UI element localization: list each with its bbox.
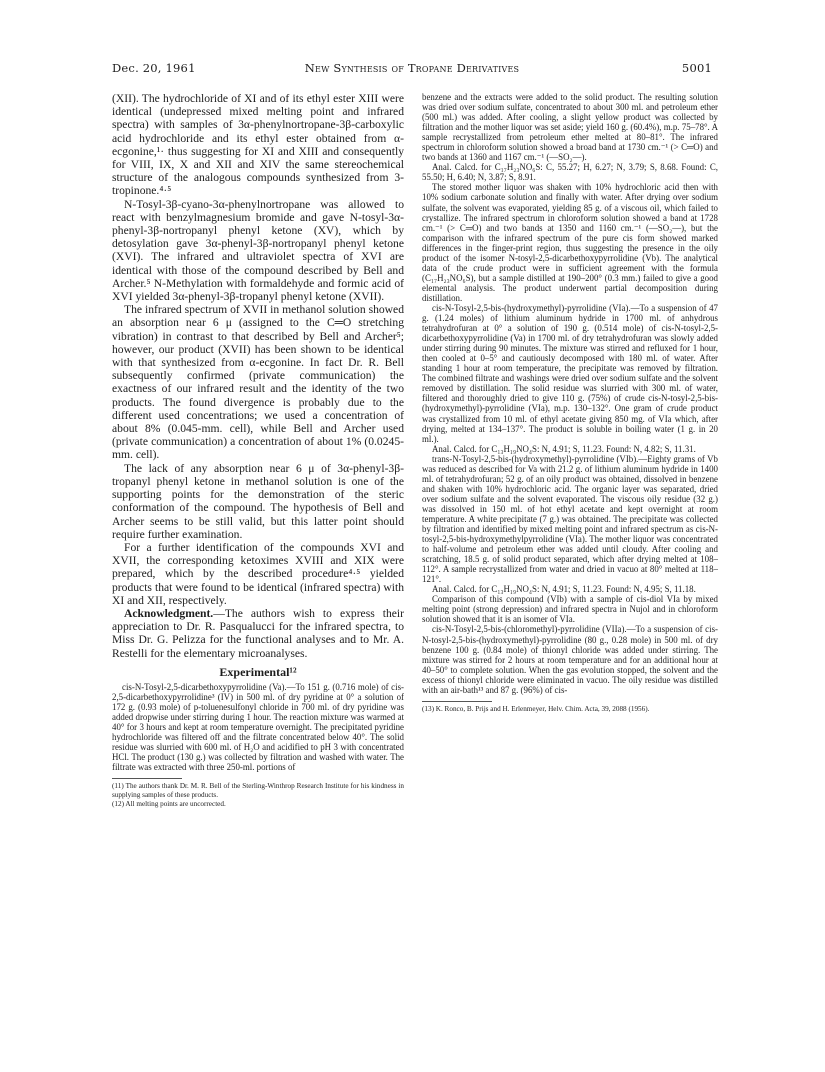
left-column <box>112 92 404 809</box>
paragraph: The infrared spectrum of XVII in methanol solution showed an absorption near 6 μ (assigned to the C═O stretching vibration) in contrast to that described by Bell and Archer⁵; however, our product (XVII) has been shown to be identical with that synthesized from α-ecgonine. In fact Dr. R. Bell subsequently confirmed (private communication) the exactness of our infrared result and the identity of the two products. The found divergence is probably due to the different used concentrations; we used a concentration of about 8% (0.045-mm. cell), while Bell and Archer used (private communication) a concentration of about 1% (0.0245-mm. cell). <box>112 303 404 462</box>
experimental-paragraph: benzene and the extracts were added to the solid product. The resulting solution was dried over sodium sulfate, concentrated to about 300 ml. and petroleum ether (500 ml.) was added. After cooling, a slight yellow product was collected by filtration and the mother liquor was set aside; yield 160 g. (60.4%), m.p. 75–78°. A sample recrystallized from petroleum ether melted at 80–81°. The infrared spectrum in chloroform solution showed a broad band at 1730 cm.⁻¹ (> C═O) and two bands at 1360 and 1167 cm.⁻¹ (—SO₂—). <box>422 92 718 163</box>
paragraph: (XII). The hydrochloride of XI and of its ethyl ester XIII were identical (undepressed mixed melting point and infrared spectra) with samples of 3α-phenylnortropane-3β-carboxylic acid hydrochloride and its ethyl ester obtained from α-ecgonine,¹· thus suggesting for XI and XIII and consequently for VIII, IX, X and XII and XIV the same stereochemical structure of the analogous compounds synthesized from 3-tropinone.⁴·⁵ <box>112 92 404 198</box>
header-title: New Synthesis of Tropane Derivatives <box>304 61 520 75</box>
experimental-paragraph: cis-N-Tosyl-2,5-dicarbethoxypyrrolidine (Va).—To 151 g. (0.716 mole) of cis-2,5-dicarbethoxypyrrolidine³ (IV) in 500 ml. of dry pyridine at 0° a solution of 172 g. (0.93 mole) of p-toluenesulfonyl chloride in 700 ml. of dry pyridine was added dropwise under stirring during 1 hour. The reaction mixture was warmed at 40° for 3 hours and kept at room temperature overnight. The precipitated pyridine hydrochloride was filtered off and the filtrate concentrated below 40°. The solid residue was slurried with 600 ml. of H₂O and acidified to pH 3 with concentrated HCl. The product (130 g.) was collected by filtration and washed with water. The filtrate was extracted with three 250-ml. portions of <box>112 681 404 773</box>
experimental-paragraph: cis-N-Tosyl-2,5-bis-(hydroxymethyl)-pyrrolidine (VIa).—To a suspension of 47 g. (1.24 moles) of lithium aluminum hydride in 1700 ml. of anhydrous tetrahydrofuran at 0° a solution of 190 g. (0.514 mole) of cis-N-tosyl-2,5-dicarbethoxypyrrolidine (Va) in 1700 ml. of dry tetrahydrofuran was slowly added under stirring during 90 minutes. The mixture was stirred and refluxed for 1 hour, then cooled at 0–5° and cautiously decomposed with 180 ml. of water. After standing 1 hour at room temperature, the precipitate was removed by filtration. The combined filtrate and washings were dried over sodium sulfate and the solvent removed by distillation. The solid residue was slurried with 300 ml. of water, filtered and thoroughly dried to give 110 g. (75%) of crude cis-N-tosyl-2,5-bis-(hydroxymethyl)-pyrrolidine (VIa), m.p. 130–132°. One gram of crude product was crystallized from 10 ml. of ethyl acetate giving 850 mg. of VIa which, after drying, melted at 134–137°. The product is soluble in boiling water (1 g. in 20 ml.). <box>422 302 718 444</box>
paragraph: The lack of any absorption near 6 μ of 3α-phenyl-3β-tropanyl phenyl ketone in methanol solution is one of the supporting points for the demonstration of the steric conformation of the compound. The hypothesis of Bell and Archer seems to be still valid, but this latter point should require further examination. <box>112 461 404 541</box>
experimental-paragraph: cis-N-Tosyl-2,5-bis-(chloromethyl)-pyrrolidine (VIIa).—To a suspension of cis-N-tosyl-2,5-bis-(hydroxymethyl)-pyrrolidine (80 g., 0.28 mole) in 500 ml. of dry benzene 100 g. (0.84 mole) of thionyl chloride was added under stirring. The mixture was stirred for 2 hours at room temperature and for an additional hour at 40–50° to complete solution. When the gas evolution stopped, the solvent and the excess of thionyl chloride were eliminated in vacuo. The oily residue was distilled with an air-bath¹³ and 87 g. (96%) of cis- <box>422 624 718 695</box>
running-header <box>112 61 712 77</box>
acknowledgment <box>112 607 404 660</box>
analysis-line: Anal. Calcd. for C₁₃H₁₉NO₄S: N, 4.91; S, 11.23. Found: N, 4.95; S, 11.18. <box>432 584 696 595</box>
page-number: 5001 <box>681 61 712 75</box>
footnote-12: (12) All melting points are uncorrected. <box>112 800 226 809</box>
footnote-11: (11) The authors thank Dr. M. R. Bell of the Sterling-Winthrop Research Institute for his kindness in supplying samples of these products. <box>112 782 404 800</box>
experimental-paragraph: trans-N-Tosyl-2,5-bis-(hydroxymethyl)-pyrrolidine (VIb).—Eighty grams of Vb was reduced as described for Va with 21.2 g. of lithium aluminum hydride in 1400 ml. of tetrahydrofuran; 52 g. of an oily product was obtained, dissolved in benzene and shaken with 10% hydrochloric acid. The organic layer was separated, dried over sodium sulfate and the solvent evaporated. The viscous oily residue (32 g.) was dissolved in 150 ml. of hot ethyl acetate and kept overnight at room temperature. A white precipitate (7 g.) was obtained. The precipitate was collected by filtration and identified by mixed melting point and infrared spectrum as cis-N-tosyl-2,5-bis-hydroxymethylpyrrolidine (VIa). The mother liquor was concentrated to half-volume and petroleum ether was added until cloudy. After cooling and scratching, 18.5 g. of solid product separated, which after drying melted at 108–112°. A sample recrystallized from water and dried in vacuo at 80° melted at 118–121°. <box>422 453 718 585</box>
footnote-13: (13) K. Ronco, B. Prijs and H. Erlenmeyer, Helv. Chim. Acta, 39, 2088 (1956). <box>422 704 650 713</box>
paragraph: N-Tosyl-3β-cyano-3α-phenylnortropane was allowed to react with benzylmagnesium bromide and gave N-tosyl-3α-phenyl-3β-nortropanyl phenyl ketone (XV), which by detosylation gave 3α-phenyl-3β-nortropanyl phenyl ketone (XVI). The infrared and ultraviolet spectra of XVI are identical with those of the compound described by Bell and Archer.⁵ N-Methylation with formaldehyde and formic acid of XVI yielded 3α-phenyl-3β-tropanyl phenyl ketone (XVII). <box>112 197 404 304</box>
analysis-line: Anal. Calcd. for C₁₇H₂₃NO₆S: C, 55.27; H, 6.27; N, 3.79; S, 8.68. Found: C, 55.50; H, 6.40; N, 3.87; S, 8.91. <box>422 162 718 183</box>
acknowledgment-text: —The authors wish to express their appreciation to Dr. R. Pasqualucci for the infrared spectra, to Miss Dr. G. Pelizza for the functional analyses and to Mr. A. Restelli for the elementary microanalyses. <box>112 606 404 660</box>
header-date: Dec. 20, 1961 <box>112 61 196 75</box>
analysis-line: Anal. Calcd. for C₁₃H₁₉NO₄S: N, 4.91; S, 11.23. Found: N, 4.82; S, 11.31. <box>432 443 696 454</box>
experimental-heading: Experimental¹² <box>219 664 297 679</box>
right-column <box>422 92 718 714</box>
acknowledgment-heading: Acknowledgment. <box>124 606 214 620</box>
paragraph: For a further identification of the compounds XVI and XVII, the corresponding ketoximes XVIII and XIX were prepared, which by the described procedure⁴·⁵ yielded products that were found to be identical (infrared spectra) with XI and XII, respectively. <box>112 540 404 607</box>
footnote-rule <box>112 778 182 779</box>
experimental-paragraph: Comparison of this compound (VIb) with a sample of cis-diol VIa by mixed melting point (strong depression) and infrared spectra in Nujol and in chloroform solution showed that it is an isomer of VIa. <box>422 594 718 625</box>
experimental-paragraph: The stored mother liquor was shaken with 10% hydrochloric acid then with 10% sodium carbonate solution and finally with water. After drying over sodium sulfate, the solvent was evaporated, yielding 85 g. of a viscous oil, which failed to crystallize. The infrared spectrum in chloroform solution showed a band at 1728 cm.⁻¹ (> C═O) and two bands at 1350 and 1160 cm.⁻¹ (—SO₂—), but the comparison with the infrared spectrum of the pure cis form showed marked differences in the finger-print region, thus suggesting the presence in the oily product of the isomer N-tosyl-2,5-dicarbethoxypyrrolidine (Vb). The analytical data of the crude product were in sufficient agreement with the formula (C₁₇H₂₃NO₆S), but a sample distilled at 190–200° (0.3 mm.) failed to give a good elemental analysis. The product underwent partial decomposition during distillation. <box>422 182 718 303</box>
footnote-rule <box>422 701 492 702</box>
